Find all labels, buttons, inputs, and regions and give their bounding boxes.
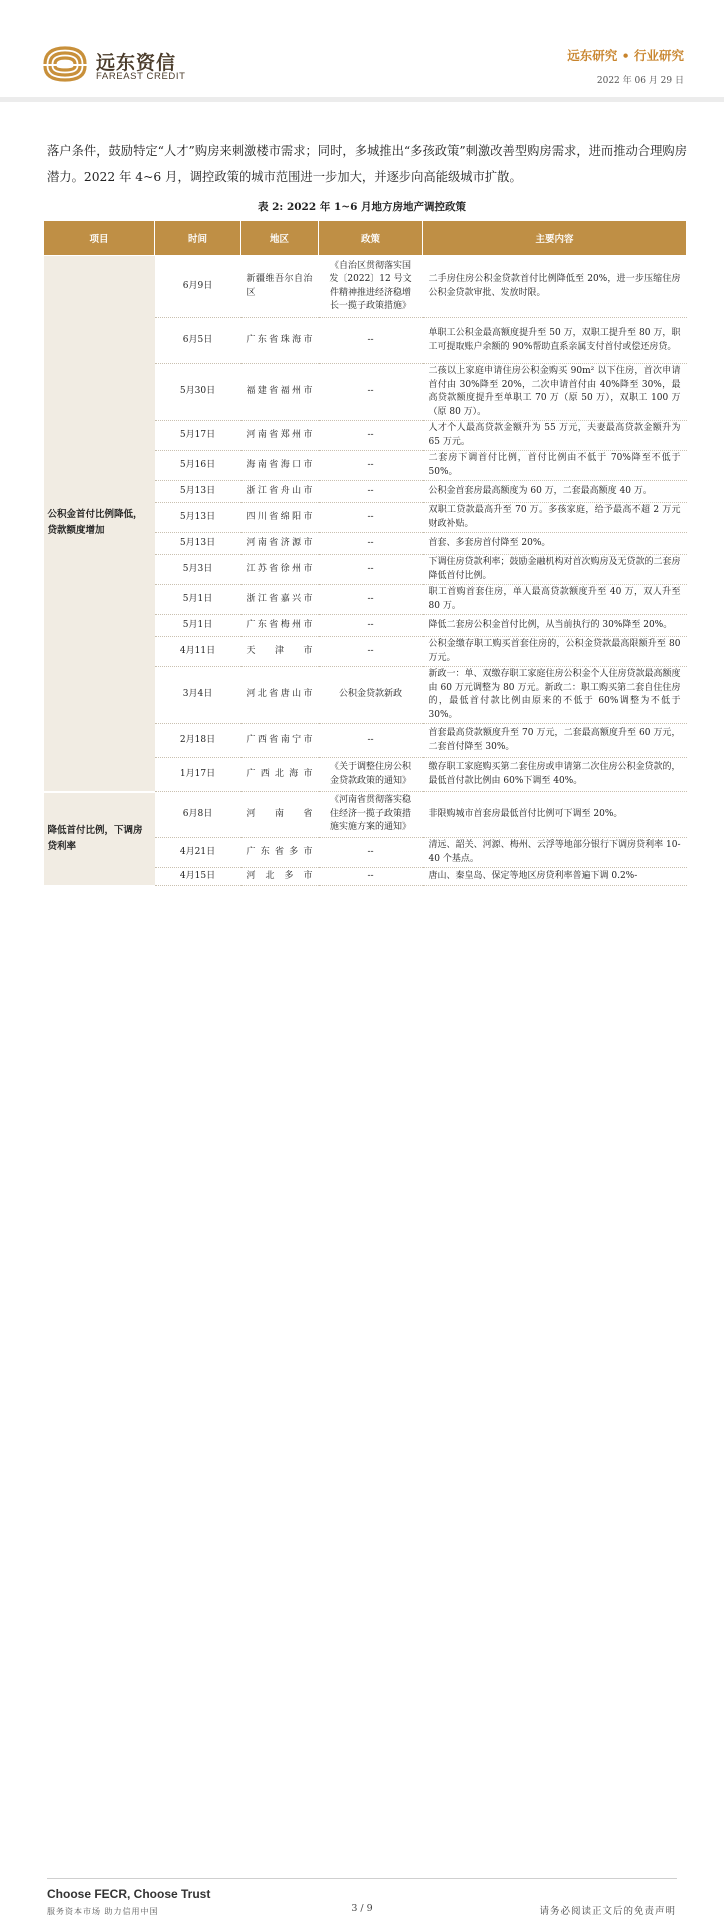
disclaimer-note: 请务必阅读正文后的免责声明 (539, 1906, 676, 1917)
region-cell: 河北多市 (241, 868, 319, 886)
brand-name-en: FAREAST CREDIT (96, 71, 186, 82)
region-cell: 广西省南宁市 (241, 724, 319, 758)
category-cell: 降低首付比例，下调房贷利率 (44, 792, 155, 886)
time-cell: 5月13日 (155, 481, 241, 503)
region-cell: 河南省郑州市 (241, 421, 319, 451)
policy-cell: -- (319, 533, 423, 555)
page-number: 3 / 9 (351, 1903, 373, 1914)
time-cell: 5月16日 (155, 451, 241, 481)
time-cell: 3月4日 (155, 667, 241, 724)
fareast-logo-icon (42, 44, 88, 84)
policy-cell: -- (319, 421, 423, 451)
header-policy: 政策 (319, 221, 423, 256)
table-body (44, 256, 687, 886)
content-cell: 降低二套房公积金首付比例，从当前执行的 30%降至 20%。 (423, 615, 687, 637)
report-section: 远东研究 • 行业研究 (567, 48, 684, 63)
intro-paragraph: 落户条件，鼓励特定“人才”购房来刺激楼市需求；同时，多城推出“多孩政策”刺激改善型购房需求，进而推动合理购房潜力。2022 年 4~6 月，调控政策的城市范围进一步加大，并逐步向高能级城市扩散。 (47, 144, 687, 184)
time-cell: 1月17日 (155, 758, 241, 792)
region-cell: 新疆维吾尔自治区 (241, 256, 319, 318)
region-cell: 广东省梅州市 (241, 615, 319, 637)
content-cell: 公积金缴存职工购买首套住房的，公积金贷款最高限额升至 80 万元。 (423, 637, 687, 667)
region-cell: 河北省唐山市 (241, 667, 319, 724)
content-cell: 缴存职工家庭购买第二套住房或申请第二次住房公积金贷款的，最低首付款比例由 60%下调至 40%。 (423, 758, 687, 792)
time-cell: 6月5日 (155, 318, 241, 364)
region-cell: 河南省济源市 (241, 533, 319, 555)
content-cell: 职工首购首套住房，单人最高贷款额度升至 40 万，双人升至 80 万。 (423, 585, 687, 615)
header-region: 地区 (241, 221, 319, 256)
footer-divider (47, 1878, 677, 1879)
time-cell: 4月21日 (155, 838, 241, 868)
content-cell: 首套最高贷款额度升至 70 万元，二套最高额度升至 60 万元，二套首付降至 30%。 (423, 724, 687, 758)
policy-cell: -- (319, 585, 423, 615)
policy-cell: -- (319, 868, 423, 886)
policy-cell: -- (319, 451, 423, 481)
policy-cell: -- (319, 838, 423, 868)
header-item: 项目 (44, 221, 155, 256)
time-cell: 4月15日 (155, 868, 241, 886)
content-cell: 双职工贷款最高升至 70 万。多孩家庭，给予最高不超 2 万元财政补贴。 (423, 503, 687, 533)
table-title: 表 2: 2022 年 1~6 月地方房地产调控政策 (257, 201, 467, 213)
policy-cell: -- (319, 724, 423, 758)
policy-cell: -- (319, 615, 423, 637)
content-cell: 非限购城市首套房最低首付比例可下调至 20%。 (423, 792, 687, 838)
policy-cell: -- (319, 481, 423, 503)
policy-cell: 《关于调整住房公积金贷款政策的通知》 (319, 758, 423, 792)
time-cell: 5月30日 (155, 364, 241, 421)
content-cell: 二套房下调首付比例，首付比例由不低于 70%降至不低于 50%。 (423, 451, 687, 481)
region-cell: 广西北海市 (241, 758, 319, 792)
content-cell: 首套、多套房首付降至 20%。 (423, 533, 687, 555)
table-header-row (44, 221, 687, 256)
table-row (44, 256, 687, 318)
content-cell: 二手房住房公积金贷款首付比例降低至 20%，进一步压缩住房公积金贷款审批、发放时限。 (423, 256, 687, 318)
policy-cell: 《河南省贯彻落实稳住经济一揽子政策措施实施方案的通知》 (319, 792, 423, 838)
region-cell: 河南省 (241, 792, 319, 838)
policy-cell: -- (319, 318, 423, 364)
time-cell: 5月13日 (155, 503, 241, 533)
region-cell: 福建省福州市 (241, 364, 319, 421)
category-cell: 公积金首付比例降低，贷款额度增加 (44, 256, 155, 792)
policy-cell: 公积金贷款新政 (319, 667, 423, 724)
report-date: 2022 年 06 月 29 日 (596, 76, 684, 86)
time-cell: 5月17日 (155, 421, 241, 451)
brand-name-cn: 远东资信 (96, 52, 177, 74)
policy-cell: -- (319, 503, 423, 533)
time-cell: 5月13日 (155, 533, 241, 555)
policy-table (43, 220, 687, 887)
time-cell: 4月11日 (155, 637, 241, 667)
content-cell: 新政一：单、双缴存职工家庭住房公积金个人住房贷款最高额度由 60 万元调整为 80 万元。新政二：职工购买第二套自住住房的，最低首付款比例由原来的不低于 60%调整为不低于 30%。 (423, 667, 687, 724)
region-cell: 浙江省舟山市 (241, 481, 319, 503)
policy-cell: 《自治区贯彻落实国发〔2022〕12 号文件精神推进经济稳增长一揽子政策措施》 (319, 256, 423, 318)
page-footer (0, 938, 724, 1917)
region-cell: 江苏省徐州市 (241, 555, 319, 585)
slogan-cn: 服务资本市场 助力信用中国 (47, 1907, 159, 1916)
table-row (44, 792, 687, 838)
region-cell: 广东省珠海市 (241, 318, 319, 364)
slogan-en: Choose FECR, Choose Trust (47, 1887, 211, 1901)
time-cell: 5月1日 (155, 585, 241, 615)
time-cell: 5月3日 (155, 555, 241, 585)
time-cell: 6月9日 (155, 256, 241, 318)
content-cell: 公积金首套房最高额度为 60 万，二套最高额度 40 万。 (423, 481, 687, 503)
header-time: 时间 (155, 221, 241, 256)
content-cell: 下调住房贷款利率；鼓励金融机构对首次购房及无贷款的二套房降低首付比例。 (423, 555, 687, 585)
region-cell: 海南省海口市 (241, 451, 319, 481)
content-cell: 二孩以上家庭申请住房公积金购买 90m² 以下住房，首次申请首付由 30%降至 20%，二次申请首付由 40%降至 30%，最高贷款额度提升至单职工 70 万（原 50 万），双职工 100 万（原 80 万）。 (423, 364, 687, 421)
page-header (0, 0, 724, 100)
region-cell: 天津市 (241, 637, 319, 667)
region-cell: 浙江省嘉兴市 (241, 585, 319, 615)
time-cell: 6月8日 (155, 792, 241, 838)
time-cell: 5月1日 (155, 615, 241, 637)
time-cell: 2月18日 (155, 724, 241, 758)
policy-cell: -- (319, 364, 423, 421)
content-cell: 人才个人最高贷款金额升为 55 万元，夫妻最高贷款金额升为 65 万元。 (423, 421, 687, 451)
policy-cell: -- (319, 637, 423, 667)
content-cell: 清远、韶关、河源、梅州、云浮等地部分银行下调房贷利率 10-40 个基点。 (423, 838, 687, 868)
region-cell: 广东省多市 (241, 838, 319, 868)
policy-cell: -- (319, 555, 423, 585)
content-cell: 单职工公积金最高额度提升至 50 万，双职工提升至 80 万，职工可提取账户余额的 90%帮助直系亲属支付首付或偿还房贷。 (423, 318, 687, 364)
content-cell: 唐山、秦皇岛、保定等地区房贷利率普遍下调 0.2%- (423, 868, 687, 886)
header-divider (0, 97, 724, 102)
header-content: 主要内容 (423, 221, 687, 256)
region-cell: 四川省绵阳市 (241, 503, 319, 533)
